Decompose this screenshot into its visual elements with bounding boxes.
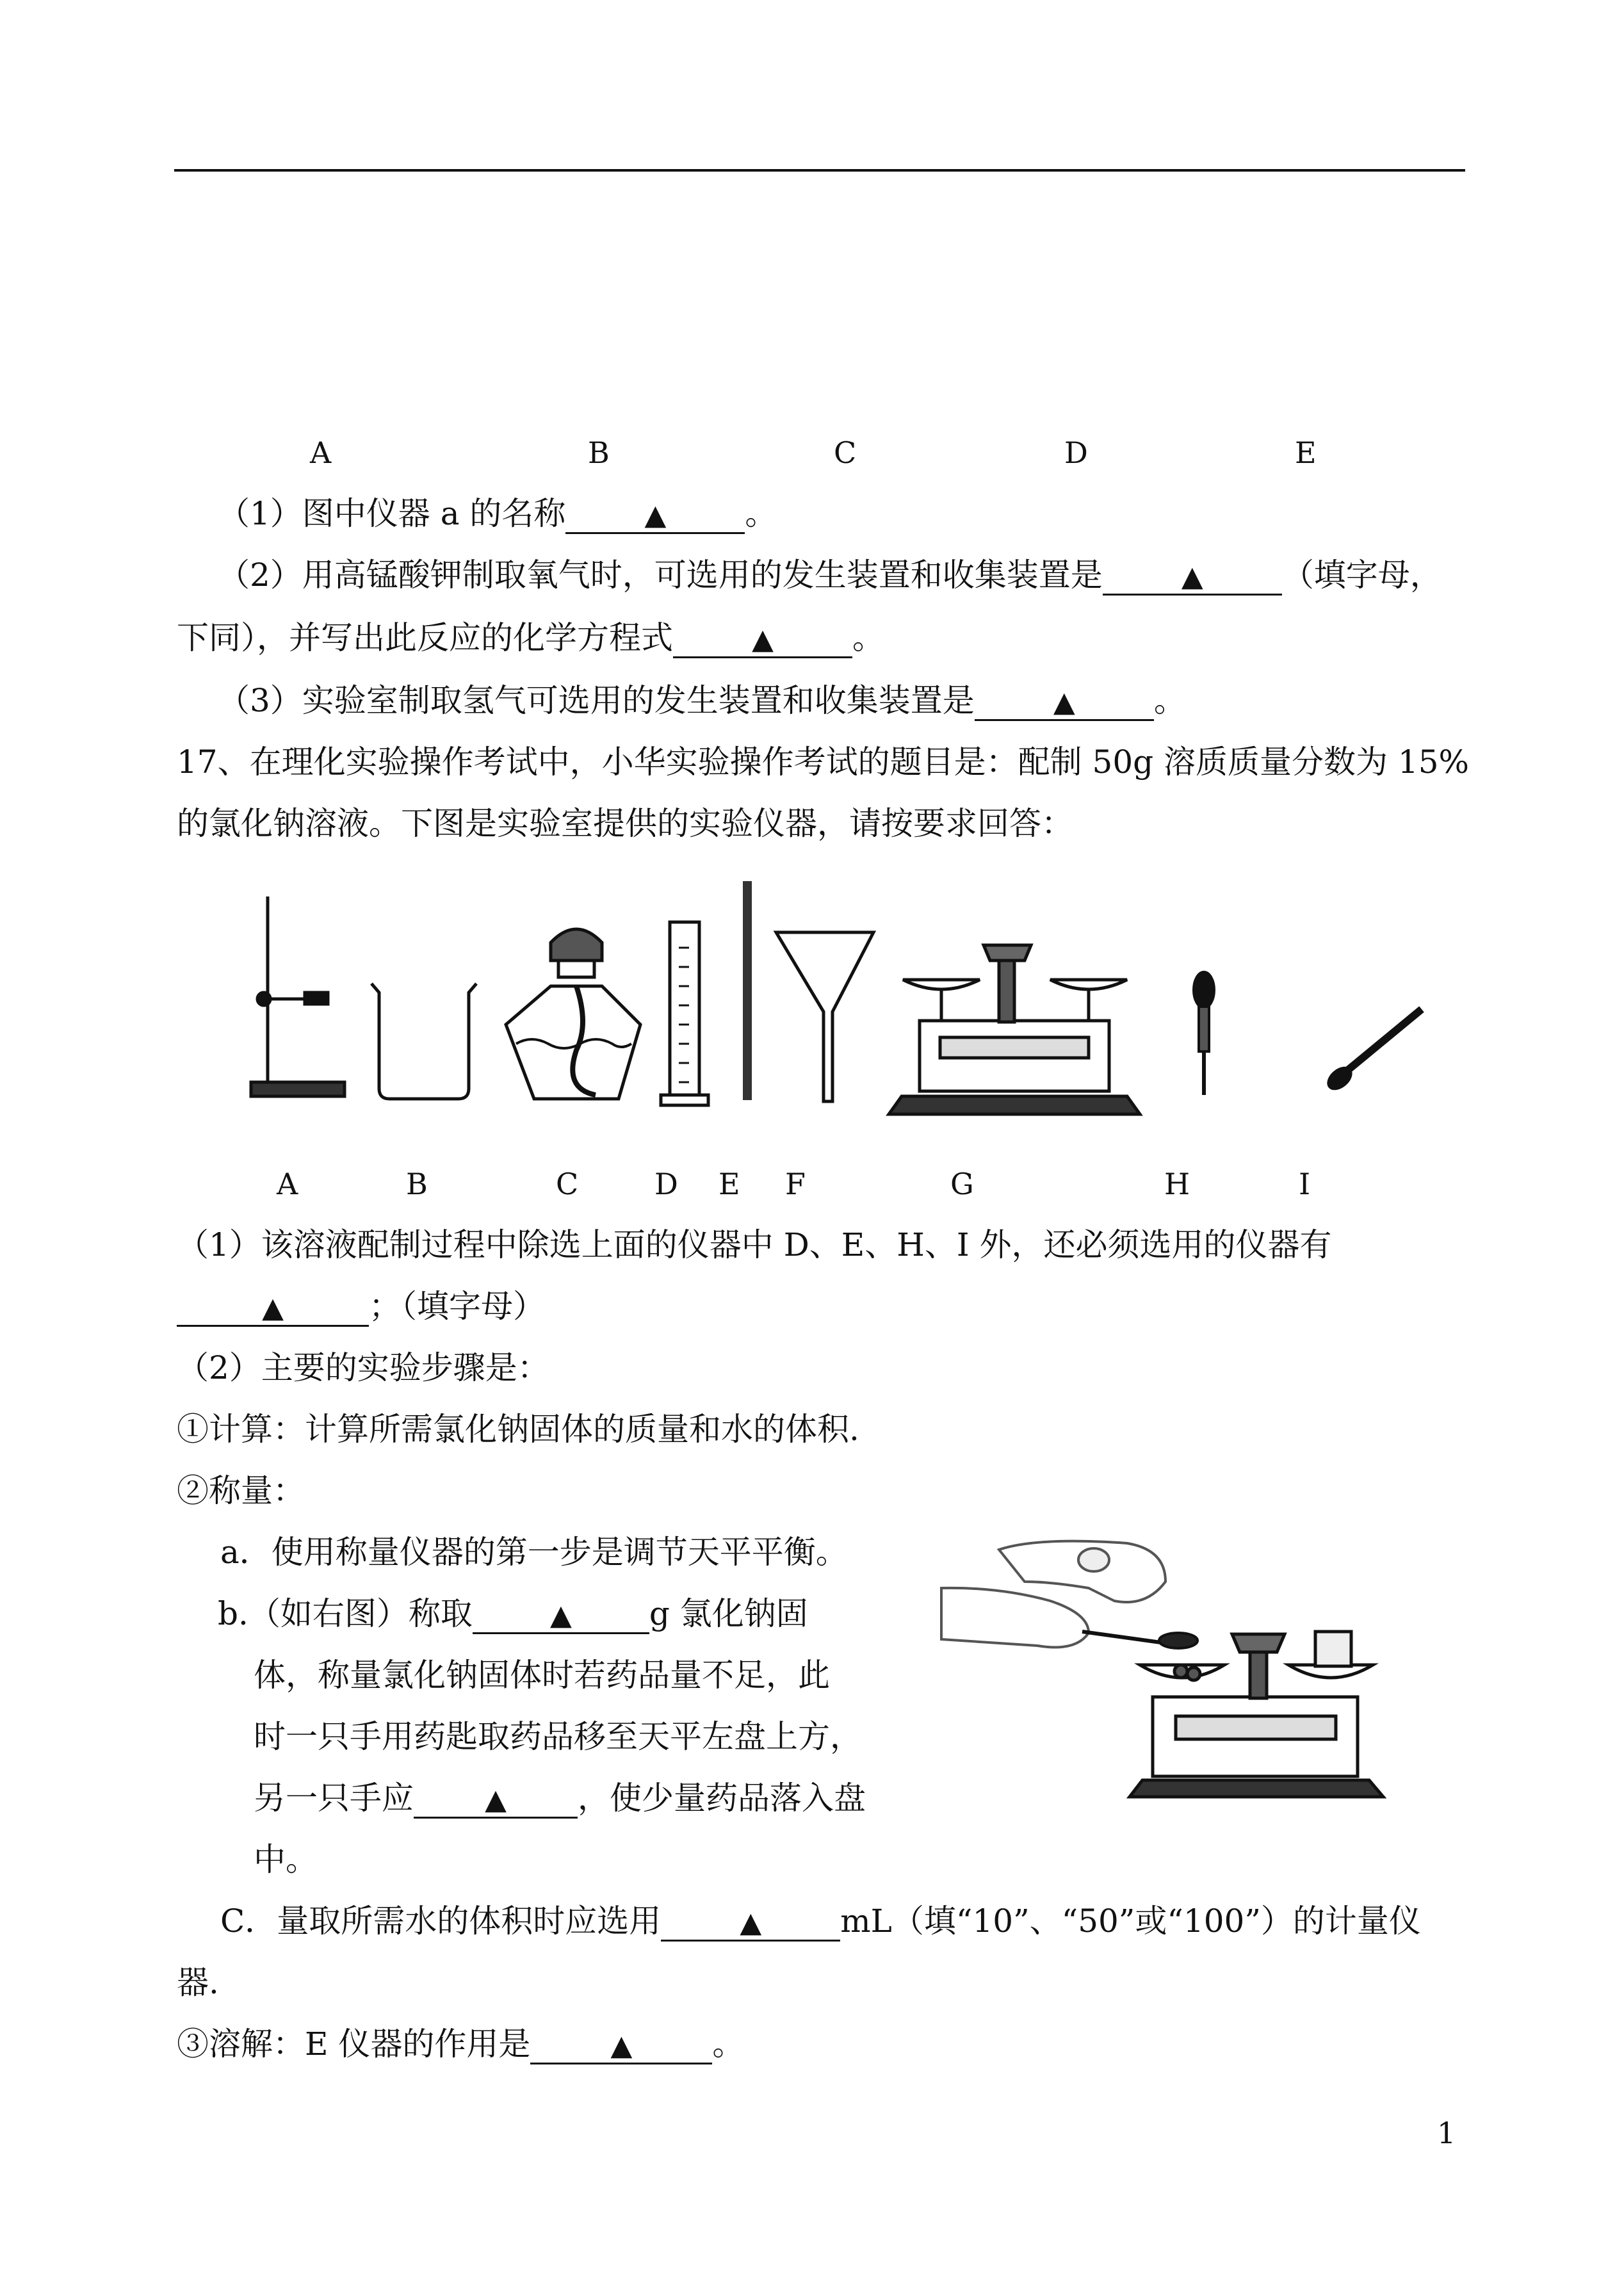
top-label-e: E — [1295, 435, 1317, 470]
answer-blank[interactable]: ▲ — [975, 684, 1154, 721]
q16-part2-cont: 下同），并写出此反应的化学方程式 ▲ 。 — [177, 619, 884, 658]
apparatus-label-b: B — [406, 1167, 428, 1201]
top-label-c: C — [834, 435, 857, 470]
step-weigh-b-4: 另一只手应 ▲ ，使少量药品落入盘 — [254, 1779, 866, 1819]
top-label-d: D — [1064, 435, 1088, 470]
answer-blank[interactable]: ▲ — [177, 1290, 369, 1327]
apparatus-label-g: G — [950, 1167, 974, 1201]
apparatus-label-f: F — [785, 1167, 806, 1201]
page-number: 1 — [1437, 2116, 1456, 2150]
apparatus-label-h: H — [1164, 1167, 1190, 1201]
apparatus-label-d: D — [654, 1167, 678, 1201]
step-weigh-a: a．使用称量仪器的第一步是调节天平平衡。 — [220, 1534, 848, 1571]
step-weigh-b: b.（如右图）称取 ▲ g 氯化钠固 — [218, 1594, 808, 1634]
answer-blank[interactable]: ▲ — [530, 2027, 712, 2064]
top-label-b: B — [588, 435, 610, 470]
step-measure-c: C．量取所需水的体积时应选用 ▲ mL（填“10”、“50”或“100”）的计量仪 — [220, 1902, 1421, 1942]
answer-blank[interactable]: ▲ — [565, 497, 745, 534]
answer-blank[interactable]: ▲ — [661, 1904, 840, 1942]
step-measure-c-2: 器. — [177, 1964, 219, 2001]
step-dissolve: ③溶解：E 仪器的作用是 ▲ 。 — [177, 2025, 744, 2064]
q17-part1: （1）该溶液配制过程中除选上面的仪器中 D、E、H、I 外，还必须选用的仪器有 — [177, 1226, 1332, 1263]
q16-part3: （3）实验室制取氢气可选用的发生装置和收集装置是 ▲ 。 — [218, 681, 1186, 721]
answer-blank[interactable]: ▲ — [673, 621, 852, 658]
step-weigh-b-2: 体，称量氯化钠固体时若药品量不足，此 — [254, 1657, 830, 1694]
answer-blank[interactable]: ▲ — [1103, 558, 1282, 596]
apparatus-label-a: A — [277, 1167, 298, 1201]
apparatus-label-c: C — [556, 1167, 579, 1201]
step-weigh-b-3: 时一只手用药匙取药品移至天平左盘上方， — [254, 1718, 862, 1755]
top-label-a: A — [310, 435, 332, 470]
q16-part1: （1）图中仪器 a 的名称 ▲ 。 — [218, 494, 777, 534]
apparatus-label-e: E — [719, 1167, 740, 1201]
step-calculate: ①计算：计算所需氯化钠固体的质量和水的体积. — [177, 1411, 859, 1448]
q17-intro-2: 的氯化钠溶液。下图是实验室提供的实验仪器，请按要求回答： — [177, 805, 1073, 842]
answer-blank[interactable]: ▲ — [473, 1597, 649, 1634]
step-weigh-b-5: 中。 — [254, 1841, 318, 1878]
q17-part2: （2）主要的实验步骤是： — [177, 1349, 549, 1386]
step-weigh: ②称量： — [177, 1472, 305, 1509]
apparatus-label-i: I — [1299, 1167, 1311, 1201]
q17-part1-cont: ▲ ；（填字母） — [177, 1287, 545, 1327]
q16-part2: （2）用高锰酸钾制取氧气时，可选用的发生装置和收集装置是 ▲ （填字母， — [218, 556, 1442, 596]
answer-blank[interactable]: ▲ — [414, 1781, 578, 1819]
q17-intro-1: 17、在理化实验操作考试中，小华实验操作考试的题目是：配制 50g 溶质质量分数为 15% — [177, 743, 1470, 781]
